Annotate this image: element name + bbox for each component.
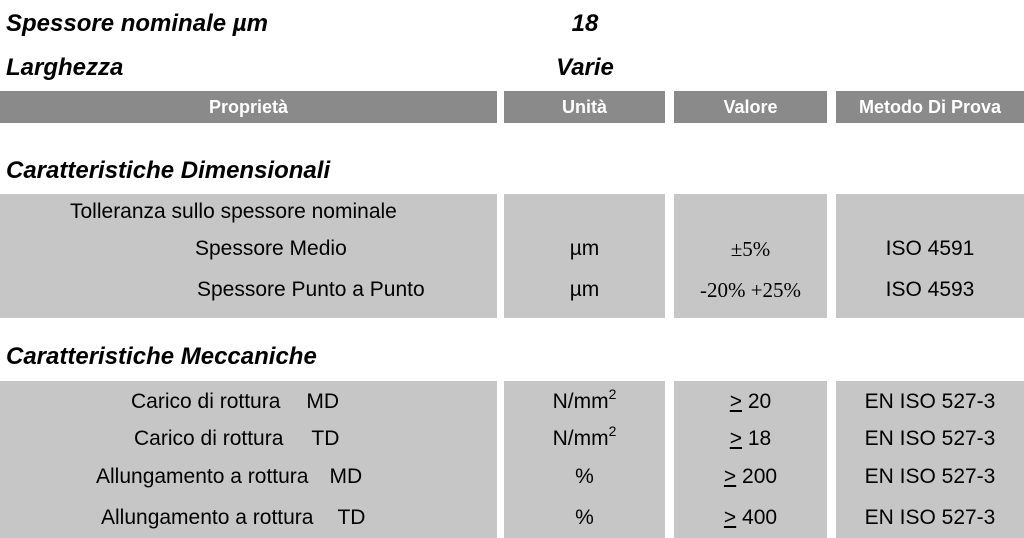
header-property: Proprietà xyxy=(0,91,497,123)
unit-base: % xyxy=(575,506,594,529)
direction-text: TD xyxy=(337,506,366,529)
table-row-average-thickness-method: ISO 4591 xyxy=(885,237,975,260)
table-row-point-thickness-property: Spessore Punto a Punto xyxy=(197,278,425,301)
unit-base: N/mm xyxy=(552,390,609,413)
table-row-break-load-td-unit xyxy=(504,423,665,452)
property-text: Carico di rottura xyxy=(131,390,281,413)
header-method: Metodo Di Prova xyxy=(836,91,1024,123)
table-row-elongation-td-method: EN ISO 527-3 xyxy=(864,506,996,529)
value-sign: > xyxy=(723,465,737,488)
section-title-dimensional: Caratteristiche Dimensionali xyxy=(6,157,331,184)
tolerance-group-label: Tolleranza sullo spessore nominale xyxy=(70,200,397,223)
header-unit: Unità xyxy=(504,91,665,123)
header-value: Valore xyxy=(674,91,827,123)
value-sign: > xyxy=(729,427,743,450)
width-label: Larghezza xyxy=(6,54,124,81)
value-number: 20 xyxy=(747,390,772,413)
table-row-average-thickness-unit: µm xyxy=(569,237,600,260)
thickness-label: Spessore nominale µm xyxy=(6,10,268,37)
direction-text: MD xyxy=(329,465,363,488)
table-row-point-thickness-unit: µm xyxy=(569,278,600,301)
unit-base: % xyxy=(575,465,594,488)
table-row-average-thickness-property: Spessore Medio xyxy=(195,237,347,260)
table-row-elongation-md-method: EN ISO 527-3 xyxy=(864,465,996,488)
value-sign: > xyxy=(729,390,743,413)
property-text: Allungamento a rottura xyxy=(96,465,309,488)
table-row-break-load-md-method: EN ISO 527-3 xyxy=(864,390,996,413)
table-row-elongation-md-value xyxy=(674,464,827,490)
value-sign: > xyxy=(723,506,737,529)
value-number: 18 xyxy=(747,427,772,450)
table-row-point-thickness-method: ISO 4593 xyxy=(885,278,975,301)
unit-exponent: 2 xyxy=(608,386,617,402)
table-row-elongation-td-value xyxy=(674,505,827,531)
table-row-break-load-md-property xyxy=(131,389,339,415)
property-text: Carico di rottura xyxy=(134,427,284,450)
table-row-break-load-md-unit xyxy=(504,386,665,415)
table-row-break-load-md-value xyxy=(674,389,827,415)
table-row-point-thickness-value: -20% +25% xyxy=(699,278,802,302)
section-title-mechanical: Caratteristiche Meccaniche xyxy=(6,343,317,370)
table-row-elongation-md-property xyxy=(96,464,362,490)
table-row-average-thickness-value: ±5% xyxy=(730,237,771,261)
property-text: Allungamento a rottura xyxy=(101,506,314,529)
direction-text: TD xyxy=(311,427,340,450)
table-row-elongation-td-property xyxy=(101,505,365,531)
table-row-break-load-td-value xyxy=(674,426,827,452)
unit-exponent: 2 xyxy=(608,423,617,439)
width-value: Varie xyxy=(556,54,614,81)
table-row-break-load-td-property xyxy=(134,426,339,452)
table-row-elongation-md-unit xyxy=(504,464,665,490)
thickness-value: 18 xyxy=(571,10,599,37)
table-row-elongation-td-unit xyxy=(504,505,665,531)
direction-text: MD xyxy=(306,390,340,413)
table-row-break-load-td-method: EN ISO 527-3 xyxy=(864,427,996,450)
unit-base: N/mm xyxy=(552,427,609,450)
value-number: 200 xyxy=(742,465,778,488)
value-number: 400 xyxy=(742,506,778,529)
